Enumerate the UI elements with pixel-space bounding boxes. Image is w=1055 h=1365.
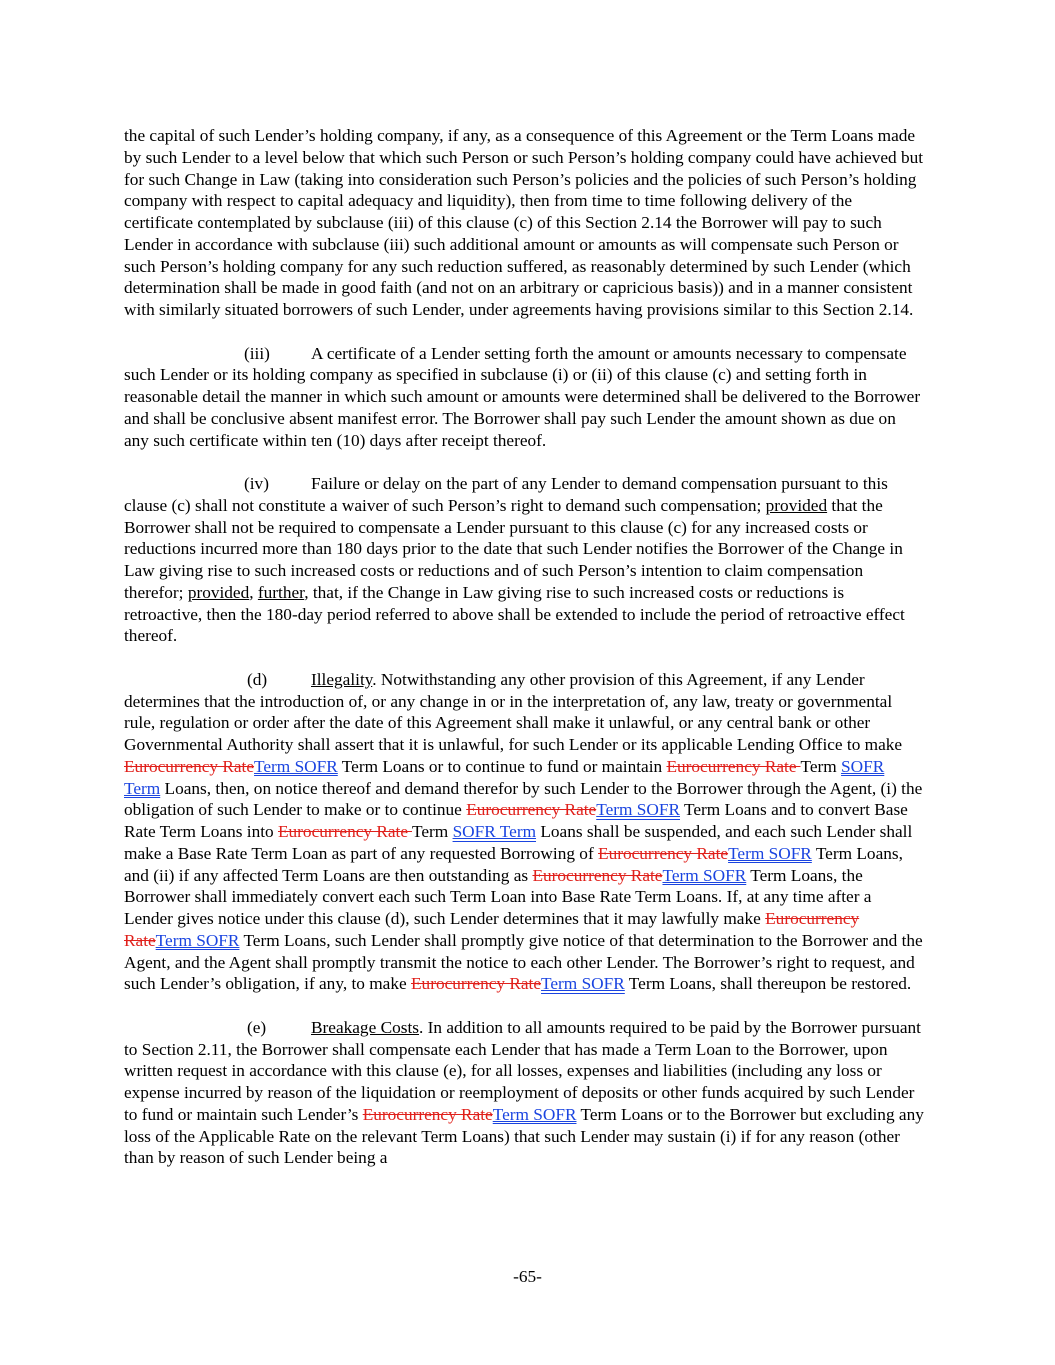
deleted-text: Eurocurrency Rate bbox=[277, 822, 413, 841]
paragraph-text: A certificate of a Lender setting forth the amount or amounts necessary to compensate such Lender or its holding company as specified in subclause (i) or (ii) of this clause (c) and setting forth in reasonable detail the manner in which such amount or amounts were determined shall be delivered to the Borrower and shall be conclusive absent manifest error. The Borrower shall pay such Lender the amount shown as due on any such certificate within ten (10) days after receipt thereof. bbox=[124, 343, 921, 450]
paragraph-e-breakage-costs bbox=[124, 1017, 924, 1169]
page-number: -65- bbox=[513, 1267, 542, 1286]
paragraph-text: . Notwithstanding any other provision of this Agreement, if any Lender determines that the introduction of, or any change in or in the interpretation of, any law, treaty or governmental rule, regulation or order after the date of this Agreement shall make it unlawful, or any central bank or other Governmental Authority shall assert that it is unlawful, for such Lender or its applicable Lending Office to make bbox=[124, 669, 903, 754]
paragraph-text: Term Loans, such Lender shall promptly give notice of that determination to the Borrower and the Agent, and the Agent shall promptly transmit the notice to each other Lender. The Borrower’s right to request, and such Lender’s obligation, if any, to make bbox=[124, 930, 923, 994]
inserted-text: Term SOFR bbox=[155, 930, 240, 950]
deleted-text: Eurocurrency Rate bbox=[666, 756, 801, 776]
clause-number: (e) bbox=[247, 1017, 267, 1037]
paragraph-text: . In addition to all amounts required to be paid by the Borrower pursuant to Section 2.11, the Borrower shall compensate each Lender that has made a Term Loan to the Borrower, upon written request in accordance with this clause (e), for all losses, expenses and liabilities (including any loss or expense incurred by reason of the liquidation or reemployment of deposits or other funds acquired by such Lender to fund or maintain such Lender’s bbox=[124, 1017, 921, 1124]
clause-number: (iii) bbox=[244, 343, 270, 363]
deleted-text: Eurocurrency Rate bbox=[124, 909, 860, 950]
paragraph-text: Failure or delay on the part of any Lender to demand compensation pursuant to this clause (c) shall not constitute a waiver of such Person’s right to demand such compensation; bbox=[124, 474, 888, 515]
deleted-text: Eurocurrency Rate bbox=[466, 800, 597, 820]
paragraph-text: Term Loans and to convert Base Rate Term Loans into bbox=[124, 800, 908, 841]
paragraph-d-illegality bbox=[124, 669, 924, 995]
section-heading: Illegality bbox=[311, 669, 373, 689]
paragraph-text: Term Loans, shall thereupon be restored. bbox=[624, 974, 912, 994]
paragraph-text: that the Borrower shall not be required to compensate a Lender pursuant to this clause (c) for any increased costs or reductions incurred more than 180 days prior to the date that such Lender notifies the Borrower of the Change in Law giving rise to such increased costs or reductions and of such Person’s intention to claim compensation therefor; bbox=[124, 495, 903, 602]
inserted-text: Term SOFR bbox=[541, 974, 625, 994]
clause-number: (d) bbox=[247, 669, 268, 689]
inserted-text: SOFR Term bbox=[124, 756, 885, 798]
inserted-text: SOFR Term bbox=[452, 822, 537, 841]
inserted-text: Term SOFR bbox=[492, 1104, 577, 1124]
paragraph-capital-adequacy bbox=[124, 125, 924, 321]
paragraph-text: Loans shall be suspended, and each such Lender shall make a Base Rate Term Loan as part of any requested Borrowing of bbox=[124, 822, 913, 863]
document-body bbox=[124, 125, 924, 1191]
clause-number: (iv) bbox=[244, 474, 269, 493]
deleted-text: Eurocurrency Rate bbox=[598, 843, 729, 863]
deleted-text: Eurocurrency Rate bbox=[362, 1104, 493, 1124]
paragraph-iv-failure-or-delay bbox=[124, 473, 924, 647]
inserted-text: Term SOFR bbox=[596, 800, 680, 820]
paragraph-text: , bbox=[249, 582, 258, 602]
paragraph-text: Term Loans or to the Borrower but excluding any loss of the Applicable Rate on the relevant Term Loans) that such Lender may sustain (i) if for any reason (other than by reason of such Lender being a bbox=[124, 1104, 924, 1168]
paragraph-text: Term bbox=[800, 756, 842, 776]
deleted-text: Eurocurrency Rate bbox=[532, 865, 663, 885]
paragraph-text: Term Loans, and (ii) if any affected Term Loans are then outstanding as bbox=[124, 843, 903, 885]
paragraph-text: Loans, then, on notice thereof and demand therefor by such Lender to the Borrower through the Agent, (i) the obligation of such Lender to make or to continue bbox=[124, 778, 923, 820]
paragraph-text: , that, if the Change in Law giving rise to such increased costs or reductions is retroactive, then the 180-day period referred to above shall be extended to include the period of retroactive effect thereof. bbox=[124, 582, 905, 646]
underlined-term: provided bbox=[187, 582, 250, 602]
paragraph-text: the capital of such Lender’s holding company, if any, as a consequence of this Agreement or the Term Loans made by such Lender to a level below that which such Person or such Person’s holding company could have achieved but for such Change in Law (taking into consideration such Person’s policies and the policies of such Person’s holding company with respect to capital adequacy and liquidity), then from time to time following delivery of the certificate contemplated by subclause (iii) of this clause (c) of this Section 2.14 the Borrower will pay to such Lender in accordance with subclause (iii) such additional amount or amounts as will compensate such Person or such Person’s holding company for any such reduction suffered, as reasonably determined by such Lender (which determination shall be made in good faith (and not on an arbitrary or capricious basis)) and in a manner consistent with similarly situated borrowers of such Lender, under agreements having provisions similar to this Section 2.14. bbox=[124, 126, 924, 319]
inserted-text: Term SOFR bbox=[254, 756, 338, 776]
paragraph-text: Term bbox=[412, 822, 453, 841]
paragraph-text: Term Loans, the Borrower shall immediately convert each such Term Loan into Base Rate Term Loans. If, at any time after a Lender gives notice under this clause (d), such Lender determines that it may lawfully make bbox=[124, 865, 872, 928]
deleted-text: Eurocurrency Rate bbox=[411, 974, 542, 994]
section-heading: Breakage Costs bbox=[311, 1017, 419, 1037]
deleted-text: Eurocurrency Rate bbox=[124, 756, 255, 776]
underlined-term: provided bbox=[765, 495, 828, 515]
inserted-text: Term SOFR bbox=[662, 865, 747, 885]
paragraph-iii-certificate bbox=[124, 343, 924, 452]
underlined-term: further bbox=[257, 582, 305, 602]
paragraph-text: Term Loans or to continue to fund or maintain bbox=[337, 756, 667, 776]
inserted-text: Term SOFR bbox=[728, 843, 812, 863]
